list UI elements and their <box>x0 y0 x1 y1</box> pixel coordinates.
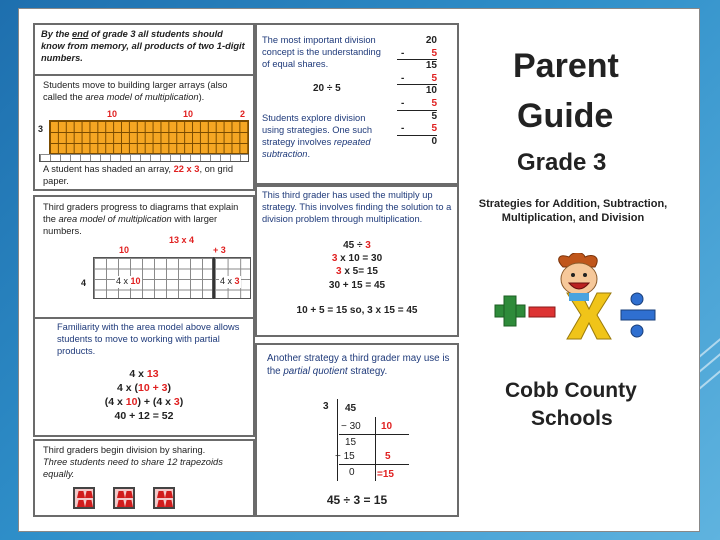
subtraction-number: 5 <box>431 97 437 109</box>
subtraction-operator <box>401 60 415 73</box>
area-model-label-4: 4 <box>81 278 87 288</box>
area-model-label-3: + 3 <box>213 245 226 255</box>
subtraction-number: 5 <box>431 47 437 59</box>
cover-subtitle: Strategies for Addition, Subtraction, Multiplication, and Division <box>478 198 668 225</box>
equal-shares-expression: 20 ÷ 5 <box>313 83 341 94</box>
subtraction-row <box>397 60 437 73</box>
subtraction-operator: - <box>401 97 405 109</box>
cover-grade: Grade 3 <box>517 149 607 176</box>
pq-division-bracket <box>337 399 338 481</box>
grid-paper <box>39 154 249 162</box>
multiply-up-steps <box>257 239 457 292</box>
pq-remainder-1: 15 <box>345 437 357 448</box>
pq-divisor: 3 <box>323 401 329 412</box>
area-model-text: Third graders progress to diagrams that explain the area model of multiplication with larger numbers. <box>43 202 239 236</box>
mu-step-3: 3 x 5= 15 <box>336 266 378 278</box>
step-4: 40 + 12 = 52 <box>114 410 174 423</box>
step-2: 4 x (10 + 3) <box>116 382 171 395</box>
subtraction-number: 5 <box>431 110 437 122</box>
pq-sub-1: − 30 <box>341 421 361 432</box>
cover-title-guide: Guide <box>517 97 614 135</box>
boy-face-icon <box>559 253 597 301</box>
cover-title-parent: Parent <box>513 47 619 85</box>
pq-quotient-2: 5 <box>385 451 391 462</box>
mu-step-2: 3 x 10 = 30 <box>331 253 383 265</box>
pq-sub-2: − 15 <box>335 451 355 462</box>
subtraction-row <box>397 85 437 98</box>
cover-school-2: Schools <box>531 407 613 430</box>
area-model-label-10: 10 <box>119 245 130 255</box>
subtraction-operator <box>401 85 415 98</box>
multiply-up-conclusion: 10 + 5 = 15 so, 3 x 15 = 45 <box>296 305 418 316</box>
array-intro-text: Students move to building larger arrays (also called the area model of multiplication). <box>43 80 228 102</box>
partial-quotient-box <box>255 343 459 517</box>
subtraction-row <box>397 136 437 149</box>
area-model-expression: 13 x 4 <box>169 235 195 245</box>
subtraction-row <box>397 98 437 111</box>
cover-school-1: Cobb County <box>505 379 637 402</box>
repeated-subtraction-text: Students explore division using strategies. One such strategy involves repeated subtraction. <box>262 113 373 159</box>
step-3: (4 x 10) + (4 x 3) <box>104 396 184 409</box>
partial-quotient-text: Another strategy a third grader may use is the partial quotient strategy. <box>267 353 450 377</box>
sharing-box <box>33 439 255 517</box>
array-label-10a: 10 <box>107 109 118 119</box>
shaded-array-22x3 <box>49 120 249 154</box>
document-page <box>18 8 700 532</box>
subtraction-row <box>397 48 437 61</box>
divide-sign-icon <box>621 293 655 337</box>
subtraction-number: 10 <box>425 85 437 97</box>
array-caption: A student has shaded an array, 22 x 3, on grid paper. <box>43 164 234 186</box>
pq-remainder-2: 0 <box>349 467 355 478</box>
array-label-10b: 10 <box>183 109 194 119</box>
fact-fluency-box <box>33 23 255 77</box>
subtraction-number: 20 <box>425 35 437 46</box>
repeated-subtraction-stack <box>397 35 437 148</box>
subtraction-row <box>397 111 437 124</box>
subtraction-row <box>397 35 437 48</box>
subtraction-row <box>397 73 437 86</box>
minus-sign-icon <box>529 307 555 317</box>
subtraction-number: 0 <box>431 135 437 147</box>
subtraction-operator: - <box>401 72 405 84</box>
subtraction-row <box>397 123 437 136</box>
subtraction-operator <box>401 136 415 149</box>
partial-products-text: Familiarity with the area model above allows students to move to working with partial products. <box>57 322 240 356</box>
array-box <box>33 74 255 191</box>
pq-total: =15 <box>377 469 394 480</box>
sharing-text: Third graders begin division by sharing. Three students need to share 12 trapezoids equally. <box>43 445 223 479</box>
mascot-illustration <box>485 253 669 349</box>
subtraction-number: 15 <box>425 60 437 72</box>
multiply-up-text: This third grader has used the multiply up strategy. This involves finding the solution to a division problem through multiplication. <box>262 190 452 224</box>
subtraction-number: 5 <box>431 123 437 135</box>
array-label-2: 2 <box>240 109 246 119</box>
equal-shares-text: The most important division concept is the understanding of equal shares. <box>262 35 381 69</box>
array-label-3: 3 <box>38 124 44 134</box>
subtraction-operator <box>401 111 415 124</box>
subtraction-operator: - <box>401 123 405 135</box>
trapezoid-group-1 <box>73 487 95 509</box>
area-model-grid-left <box>93 257 213 299</box>
step-1: 4 x 13 <box>129 368 159 380</box>
mu-step-1: 45 ÷ 3 <box>343 240 371 251</box>
area-model-left-cell: 4 x 10 <box>116 276 141 286</box>
trapezoid-group-2 <box>113 487 135 509</box>
subtraction-number: 5 <box>431 72 437 84</box>
pq-quotient-line <box>375 417 376 481</box>
mu-step-4: 30 + 15 = 45 <box>328 279 386 291</box>
partial-products-box <box>33 317 255 437</box>
area-model-right-cell: 4 x 3 <box>220 276 240 286</box>
partial-products-steps <box>35 367 253 423</box>
subtraction-operator <box>401 35 415 48</box>
fact-fluency-text: By the end of grade 3 all students should know from memory, all products of two 1-digit numbers. <box>41 29 245 63</box>
subtraction-operator: - <box>401 47 405 59</box>
equal-shares-box <box>255 23 459 185</box>
pq-rule-2 <box>339 464 409 465</box>
plus-sign-icon <box>495 296 525 326</box>
pq-rule-1 <box>339 434 409 435</box>
trapezoid-group-3 <box>153 487 175 509</box>
pq-quotient-1: 10 <box>381 421 393 432</box>
pq-dividend: 45 <box>345 403 357 414</box>
pq-answer: 45 ÷ 3 = 15 <box>326 493 388 507</box>
multiply-up-box <box>255 185 459 337</box>
area-model-box <box>33 195 255 319</box>
